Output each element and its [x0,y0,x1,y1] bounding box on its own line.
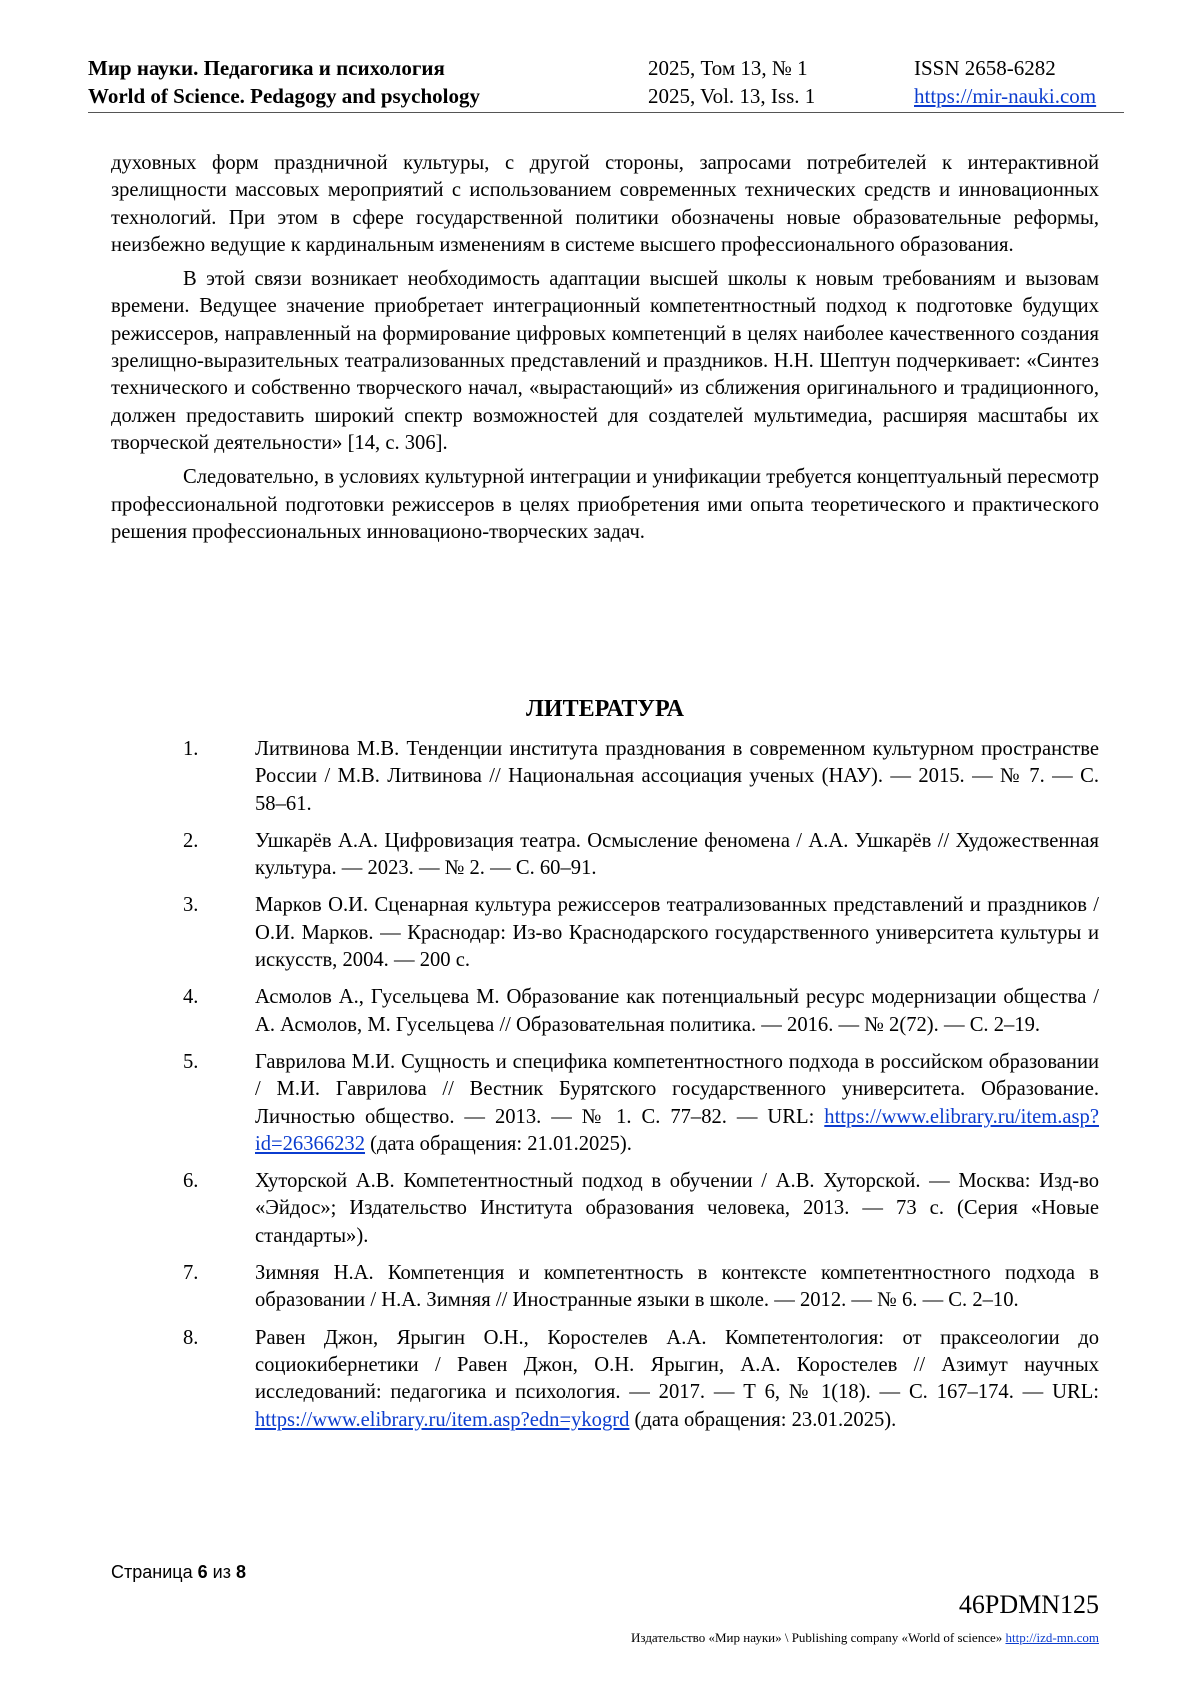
issue-ru: 2025, Том 13, № 1 [648,56,808,80]
publisher-link[interactable]: http://izd-mn.com [1005,1630,1099,1645]
reference-item [111,1325,1099,1434]
article-body [111,150,1099,553]
reference-text: Асмолов А., Гусельцева М. Образование как потенциальный ресурс модернизации общества / А. Асмолов, М. Гусельцева // Образовательная политика. — 2016. — № 2(72). — С. 2–19. [255,986,1099,1036]
reference-text-pre: Гаврилова М.И. Сущность и специфика компетентностного подхода в российском образовании / М.И. Гаврилова // Вестник Бурятского государственного университета. Образование. Личностью общество. — 2013. — № 1. С. 77–82. — URL: [255,1050,1099,1128]
reference-link[interactable]: https://www.elibrary.ru/item.asp?id=26366232 [255,1105,1099,1155]
page-prefix: Страница [111,1562,193,1582]
reference-number: 7. [183,1262,199,1285]
publisher-text: Издательство «Мир науки» \ Publishing company «World of science» [631,1630,1003,1645]
reference-number: 3. [183,894,199,917]
journal-url-link[interactable]: https://mir-nauki.com [914,84,1097,108]
reference-item [111,828,1099,883]
reference-number: 4. [183,986,199,1009]
paragraph: духовных форм праздничной культуры, с другой стороны, запросами потребителей к интерактивной зрелищности массовых мероприятий с использованием современных технических средств и инновационных технологий. При этом в сфере государственной политики обозначены новые образовательные реформы, неизбежно ведущие к кардинальным изменениям в системе высшего профессионального образования. [111,152,1099,256]
reference-item [111,1168,1099,1250]
reference-text: Ушкарёв А.А. Цифровизация театра. Осмысление феномена / А.А. Ушкарёв // Художественная культура. — 2023. — № 2. — С. 60–91. [255,829,1099,880]
page-counter [111,1562,246,1583]
reference-text-post: (дата обращения: 23.01.2025). [629,1408,897,1431]
reference-item [111,1049,1099,1158]
reference-number: 8. [183,1326,199,1349]
header-divider [88,112,1124,113]
reference-item [111,736,1099,818]
reference-number: 6. [183,1170,199,1193]
reference-number: 5. [183,1050,199,1073]
issn: ISSN 2658-6282 [914,56,1056,80]
reference-text [255,1325,1099,1434]
reference-text: Марков О.И. Сценарная культура режиссеров театрализованных представлений и праздников / О.И. Марков. — Краснодар: Из-во Краснодарского государственного университета культуры и искусств, 2004. — 200 с. [255,894,1099,972]
reference-number: 2. [183,829,199,852]
paragraph: В этой связи возникает необходимость адаптации высшей школы к новым требованиям и вызовам времени. Ведущее значение приобретает интеграционный компетентностный подход к подготовке будущих режиссеров, направленный на формирование цифровых компетенций в целях наиболее качественного создания зрелищно-выразительных театрализованных представлений и праздников. Н.Н. Шептун подчеркивает: «Синтез технического и собственно творческого начал, «вырастающий» из сближения оригинального и традиционного, должен предоставить широкий спектр возможностей для создателей мультимедиа, расширяя масштабы их творческой деятельности» [14, с. 306]. [111,268,1099,454]
reference-text: Литвинова М.В. Тенденции института празднования в современном культурном пространстве России / М.В. Литвинова // Национальная ассоциация ученых (НАУ). — 2015. — № 7. — С. 58–61. [255,738,1099,815]
reference-text-post: (дата обращения: 21.01.2025). [365,1132,632,1155]
reference-text: Зимняя Н.А. Компетенция и компетентность в контексте компетентностного подхода в образовании / Н.А. Зимняя // Иностранные языки в школе. — 2012. — № 6. — С. 2–10. [255,1262,1099,1312]
publisher-line [631,1630,1099,1646]
reference-item [111,984,1099,1039]
reference-text: Хуторской А.В. Компетентностный подход в обучении / А.В. Хуторской. — Москва: Изд-во «Эйдос»; Издательство Института образования человека, 2013. — 73 с. (Серия «Новые стандарты»). [255,1170,1099,1247]
reference-link[interactable]: https://www.elibrary.ru/item.asp?edn=ykogrd [255,1408,630,1431]
journal-title-ru: Мир науки. Педагогика и психология [88,56,445,80]
journal-title-en: World of Science. Pedagogy and psychology [88,84,481,108]
reference-text [255,1049,1099,1158]
references-heading: ЛИТЕРАТУРА [526,696,684,722]
reference-item [111,892,1099,974]
issue-en: 2025, Vol. 13, Iss. 1 [648,84,816,108]
references-list [111,736,1099,1444]
page-current: 6 [197,1562,208,1582]
article-code: 46PDMN125 [958,1590,1099,1619]
page-sep: из [212,1562,231,1582]
reference-item [111,1260,1099,1315]
page-total: 8 [235,1562,246,1582]
journal-header [88,54,1124,110]
reference-number: 1. [183,738,199,760]
paragraph: Следовательно, в условиях культурной интеграции и унификации требуется концептуальный пересмотр профессиональной подготовки режиссеров в целях приобретения ими опыта теоретического и практического решения профессиональных инновационо-творческих задач. [111,466,1099,543]
reference-text-pre: Равен Джон, Ярыгин О.Н., Коростелев А.А. Компетентология: от праксеологии до социокибернетики / Равен Джон, О.Н. Ярыгин, А.А. Коростелев // Азимут научных исследований: педагогика и психология. — 2017. — Т 6, № 1(18). — С. 167–174. — URL: [255,1326,1099,1404]
